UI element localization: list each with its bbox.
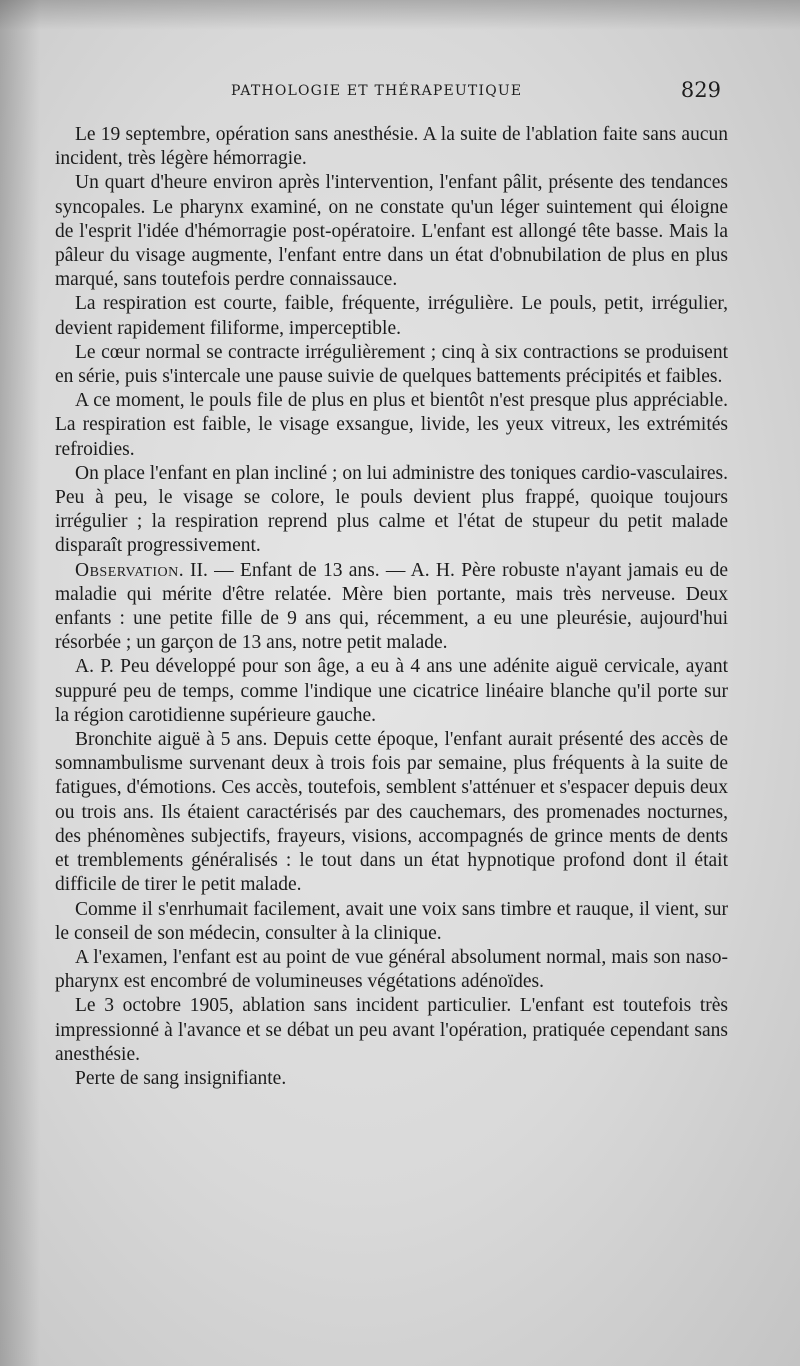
- paragraph: Le 3 octobre 1905, ablation sans incident particulier. L'enfant est toutefois très impressionné à l'avance et se débat un peu avant l'opération, pratiquée cependant sans anesthésie.: [55, 995, 728, 1065]
- page-top-shadow: [0, 0, 800, 30]
- paragraph: Le 19 septembre, opération sans anesthésie. A la suite de l'ablation faite sans aucun incident, très légère hémorragie.: [55, 124, 728, 170]
- page-number: 829: [680, 78, 721, 102]
- body-text: [55, 123, 728, 1091]
- paragraph: Le cœur normal se contracte irrégulièrement ; cinq à six contractions se produisent en série, puis s'intercale une pause suivie de quelques battements précipités et faibles.: [55, 341, 728, 388]
- paragraph: La respiration est courte, faible, fréquente, irrégulière. Le pouls, petit, irrégulier, devient rapidement filiforme, imperceptible.: [55, 293, 728, 339]
- page-header: [55, 78, 725, 108]
- paragraph: A ce moment, le pouls file de plus en plus et bientôt n'est presque plus appréciable. La respiration est faible, le visage exsangue, livide, les yeux vitreux, les extrémités refroidies.: [55, 390, 728, 460]
- running-title: PATHOLOGIE ET THÉRAPEUTIQUE: [231, 83, 523, 99]
- paragraph: Perte de sang insignifiante.: [75, 1067, 287, 1089]
- observation-paragraph: [55, 559, 728, 656]
- paragraph: A l'examen, l'enfant est au point de vue général absolument normal, mais son naso-pharynx est encombré de volumineuses végétations adénoïdes.: [55, 946, 728, 993]
- observation-text: . II. — Enfant de 13 ans. — A. H. Père robuste n'ayant jamais eu de maladie qui mérite d'être relatée. Mère bien portante, mais très nerveuse. Deux enfants : une petite fille de 9 ans qui, récemment, a eu une pleurésie, aujourd'hui résorbée ; un garçon de 13 ans, notre petit malade.: [55, 559, 728, 654]
- paragraph: Un quart d'heure environ après l'intervention, l'enfant pâlit, présente des tendances syncopales. Le pharynx examiné, on ne constate qu'un léger suintement qui éloigne de l'esprit l'idée d'hémorragie post-opératoire. L'enfant est allongé tête basse. Mais la pâleur du visage augmente, l'enfant entre dans un état d'obnubilation de plus en plus marqué, sans toutefois perdre connaissauce.: [55, 172, 728, 291]
- observation-label: Observation: [75, 559, 179, 581]
- page-edge-shadow: [0, 0, 40, 1366]
- paragraph: A. P. Peu développé pour son âge, a eu à 4 ans une adénite aiguë cervicale, ayant suppuré peu de temps, comme l'indique une cicatrice linéaire blanche qu'il porte sur la région carotidienne supérieure gauche.: [55, 656, 728, 726]
- paragraph: On place l'enfant en plan incliné ; on lui administre des toniques cardio-vasculaires. Peu à peu, le visage se colore, le pouls devient plus frappé, quoique toujours irrégulier ; la respiration reprend plus calme et l'état de stupeur du petit malade disparaît progressivement.: [55, 462, 728, 557]
- paragraph: Bronchite aiguë à 5 ans. Depuis cette époque, l'enfant aurait présenté des accès de somnambulisme survenant deux à trois fois par semaine, plus fréquents à la suite de fatigues, d'émotions. Ces accès, toutefois, semblent s'atténuer et s'espacer depuis deux ou trois ans. Ils étaient caractérisés par des cauchemars, des promenades nocturnes, des phénomènes subjectifs, frayeurs, visions, accompagnés de grince ments de dents et tremblements généralisés : le tout dans un état hypnotique profond dont il était difficile de tirer le petit malade.: [55, 729, 728, 896]
- paragraph: Comme il s'enrhumait facilement, avait une voix sans timbre et rauque, il vient, sur le conseil de son médecin, consulter à la clinique.: [55, 898, 728, 944]
